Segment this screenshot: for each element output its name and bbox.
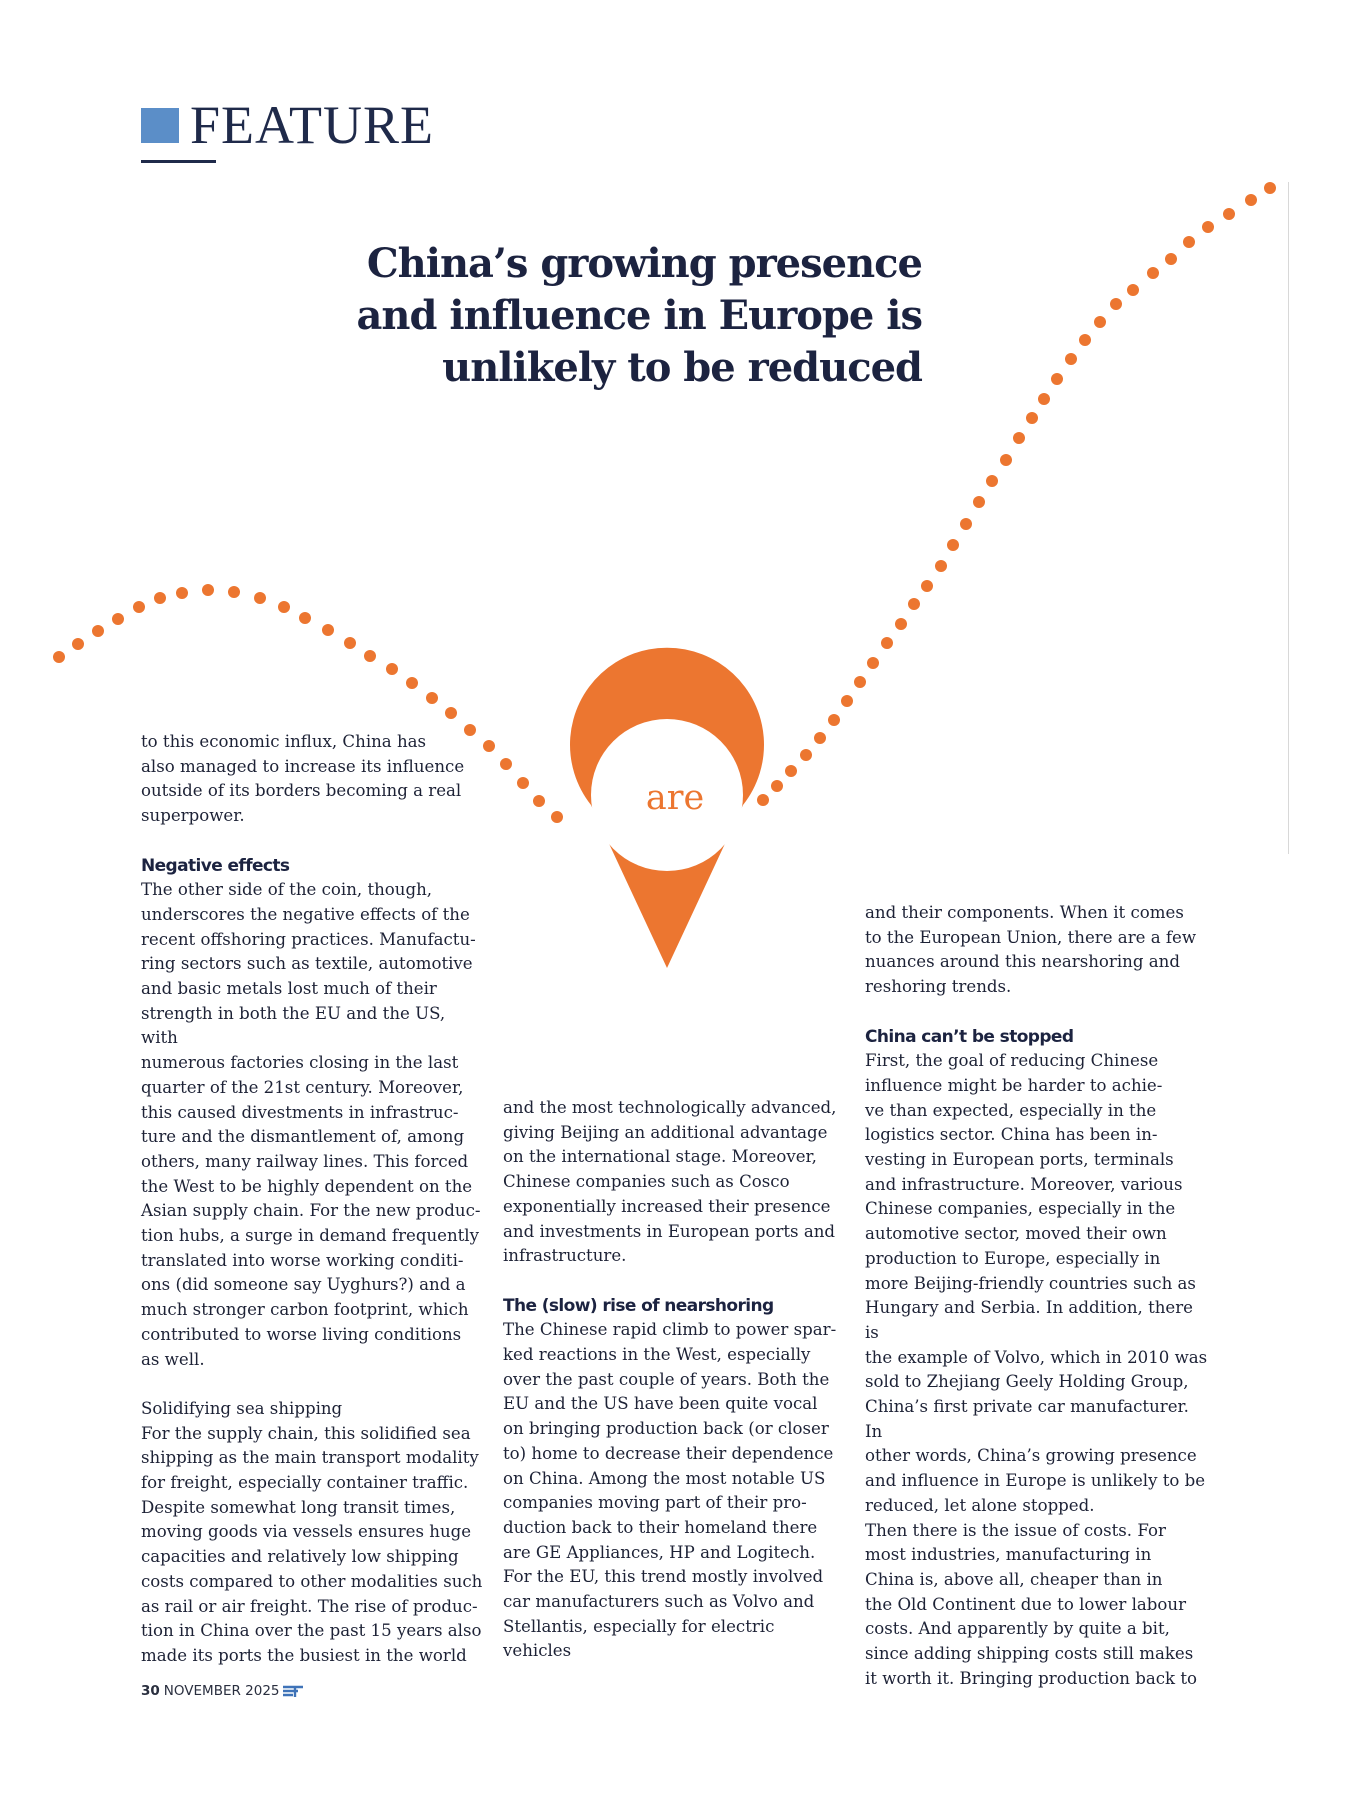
route-dot — [960, 518, 972, 530]
route-dot — [254, 592, 266, 604]
route-dot — [53, 651, 65, 663]
route-dot — [344, 637, 356, 649]
route-dot — [92, 625, 104, 637]
route-dot — [921, 580, 933, 592]
section-label: FEATURE — [190, 95, 435, 155]
route-dot — [202, 584, 214, 596]
route-dot — [133, 601, 145, 613]
route-dot — [1147, 267, 1159, 279]
publication-logo-icon — [282, 1684, 304, 1698]
page-number: 30 — [141, 1683, 160, 1699]
route-dot — [1223, 208, 1235, 220]
subheading-negative-effects: Negative effects — [141, 855, 290, 876]
route-dot — [1013, 432, 1025, 444]
route-dot — [1264, 182, 1276, 194]
route-dot — [771, 780, 783, 792]
route-dot — [1110, 298, 1122, 310]
route-dot — [112, 613, 124, 625]
route-dot — [299, 612, 311, 624]
route-dot — [533, 795, 545, 807]
route-dot — [1202, 221, 1214, 233]
route-dot — [800, 749, 812, 761]
route-dot — [1000, 454, 1012, 466]
route-dot — [386, 663, 398, 675]
route-dot — [973, 496, 985, 508]
route-dot — [445, 707, 457, 719]
route-dot — [1127, 284, 1139, 296]
route-dot — [1245, 194, 1257, 206]
route-dot — [1165, 253, 1177, 265]
route-dot — [841, 695, 853, 707]
route-dot — [1079, 334, 1091, 346]
route-dot — [278, 601, 290, 613]
column-right — [865, 901, 1209, 1691]
article-headline: China’s growing presence and influence in Europe is unlikely to be reduced — [356, 240, 922, 391]
route-dot — [176, 587, 188, 599]
subheading-nearshoring: The (slow) rise of nearshoring — [503, 1295, 774, 1316]
route-dot — [947, 539, 959, 551]
route-dot — [814, 732, 826, 744]
column-left — [141, 730, 485, 1669]
route-dot — [757, 794, 769, 806]
route-dot — [881, 637, 893, 649]
route-dot — [908, 598, 920, 610]
route-dot — [426, 692, 438, 704]
route-dot — [854, 676, 866, 688]
route-dot — [785, 765, 797, 777]
route-dot — [895, 618, 907, 630]
left-paragraph-1: The other side of the coin, though, underscores the negative effects of the recent offshoring practices. Manufactu- ring sectors such as textile, automotive and basic metals lost much of their strength in both the EU and the US, with numerous factories closing in the last quarter of the 21st century. Moreover, this caused divestments in infrastruc- ture and the dismantlement of, among others, many railway lines. This forced the West to be highly dependent on the Asian supply chain. For the new produc- tion hubs, a surge in demand frequently translated into worse working conditi- ons (did someone say Uyghurs?) and a much stronger carbon footprint, which contributed to worse living conditions as well. — [141, 880, 481, 1369]
middle-paragraph-1: and the most technologically advanced, giving Beijing an additional advantage on the international stage. Moreover, Chinese companies such as Cosco exponentially increased their presence and investments in European ports and infrastructure. — [503, 1098, 837, 1266]
route-dot — [1183, 236, 1195, 248]
route-dot — [867, 657, 879, 669]
route-dot — [406, 677, 418, 689]
left-paragraph-2: For the supply chain, this solidified sea shipping as the main transport modality for freight, especially container traffic. Despite somewhat long transit times, moving goods via vessels ensures huge capacities and relatively low shipping costs compared to other modalities such as rail or air freight. The rise of produc- tion in China over the past 15 years also made its ports the busiest in the world — [141, 1423, 483, 1665]
route-dot — [828, 714, 840, 726]
route-dot — [935, 560, 947, 572]
route-dot — [1051, 373, 1063, 385]
route-dot — [154, 592, 166, 604]
left-intro-paragraph: to this economic influx, China has also managed to increase its influence outside of its borders becoming a real superpower. — [141, 732, 465, 826]
subheading-china-cant-be-stopped: China can’t be stopped — [865, 1026, 1074, 1047]
page-footer — [141, 1683, 304, 1699]
column-middle — [503, 1096, 847, 1664]
route-dot — [1065, 353, 1077, 365]
route-dot — [322, 624, 334, 636]
route-dot — [551, 811, 563, 823]
route-dot — [500, 758, 512, 770]
route-dot — [517, 777, 529, 789]
pin-word: are — [645, 778, 705, 818]
route-dot — [72, 638, 84, 650]
route-dot — [1026, 412, 1038, 424]
route-dot — [1094, 316, 1106, 328]
issue-date: NOVEMBER 2025 — [163, 1683, 280, 1699]
subheading-sea-shipping: Solidifying sea shipping — [141, 1398, 343, 1418]
route-dot — [364, 650, 376, 662]
middle-paragraph-2: The Chinese rapid climb to power spar- ked reactions in the West, especially over the past couple of years. Both the EU and the US have been quite vocal on bringing production back (or closer to) home to decrease their dependence on China. Among the most notable US companies moving part of their pro- duction back to their homeland there are GE Appliances, HP and Logitech. For the EU, this trend mostly involved car manufacturers such as Volvo and Stellantis, especially for electric vehicles — [503, 1320, 837, 1661]
route-dot — [1038, 393, 1050, 405]
route-dot — [228, 586, 240, 598]
right-paragraph-1: and their components. When it comes to the European Union, there are a few nuances around this nearshoring and reshoring trends. — [865, 903, 1197, 997]
right-paragraph-2: First, the goal of reducing Chinese influence might be harder to achie- ve than expected, especially in the logistics sector. China has been in- vesting in European ports, terminals and infrastructure. Moreover, various Chinese companies, especially in the automotive sector, moved their own production to Europe, especially in more Beijing-friendly countries such as Hungary and Serbia. In addition, there is the example of Volvo, which in 2010 was sold to Zhejiang Geely Holding Group, China’s first private car manufacturer. In other words, China’s growing presence and influence in Europe is unlikely to be reduced, let alone stopped. Then there is the issue of costs. For most industries, manufacturing in China is, above all, cheaper than in the Old Continent due to lower labour costs. And apparently by quite a bit, since adding shipping costs still makes it worth it. Bringing production back to — [865, 1051, 1208, 1688]
route-dot — [986, 475, 998, 487]
